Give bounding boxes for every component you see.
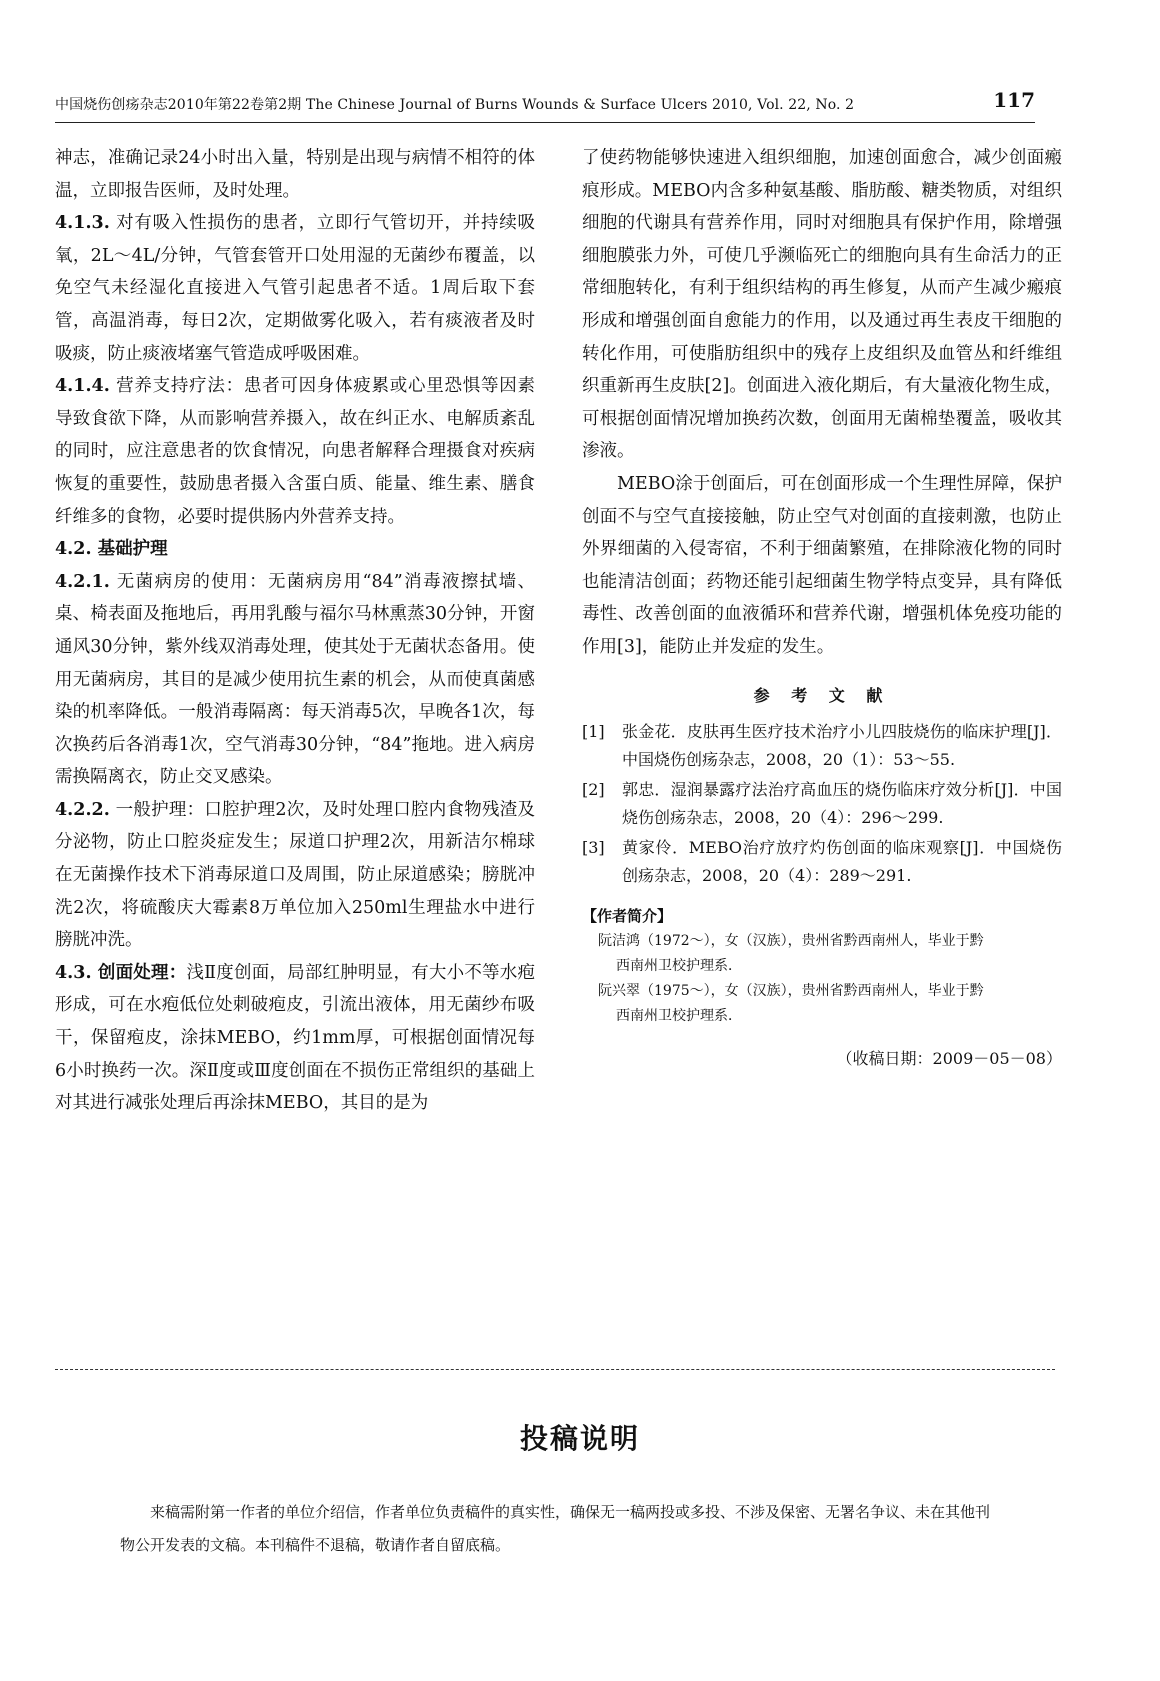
paragraph: MEBO涂于创面后，可在创面形成一个生理性屏障，保护创面不与空气直接接触，防止空气对创面的直接刺激，也防止外界细菌的入侵寄宿，不利于细菌繁殖，在排除液化物的同时也能清洁创面；药物还能引起细菌生物学特点变异，具有降低毒性、改善创面的血液循环和营养代谢，增强机体免疫功能的作用[3]，能防止并发症的发生。: [582, 473, 1062, 657]
notice-text: 来稿需附第一作者的单位介绍信，作者单位负责稿件的真实性，确保无一稿两投或多投、不涉及保密、无署名争议、未在其他刊物公开发表的文稿。本刊稿件不退稿，敬请作者自留底稿。: [120, 1503, 991, 1554]
reference-item: [582, 834, 1062, 890]
references-heading: 参 考 文 献: [753, 685, 891, 705]
paragraph-text: 一般护理：口腔护理2次，及时处理口腔内食物残渣及分泌物，防止口腔炎症发生；尿道口护理2次，用新洁尔棉球在无菌操作技术下消毒尿道口及周围，防止尿道感染；膀胱冲洗2次，将硫酸庆大霉素8万单位加入250ml生理盐水中进行膀胱冲洗。: [55, 799, 535, 951]
reference-item: [582, 718, 1062, 774]
reference-number: [1]: [582, 721, 605, 741]
paragraph: [55, 207, 535, 370]
subsection-number: 4.2.1.: [55, 571, 110, 592]
reference-text: 张金花．皮肤再生医疗技术治疗小儿四肢烧伤的临床护理[J]．中国烧伤创疡杂志，2008，20（1）：53～55.: [622, 721, 1062, 769]
paragraph-text: 无菌病房的使用：无菌病房用“84”消毒液擦拭墙、桌、椅表面及拖地后，再用乳酸与福尔马林熏蒸30分钟，开窗通风30分钟，紫外线双消毒处理，使其处于无菌状态备用。使用无菌病房，其目的是减少使用抗生素的机会，从而使真菌感染的机率降低。一般消毒隔离：每天消毒5次，早晚各1次，每次换药后各消毒1次，空气消毒30分钟，“84”拖地。进入病房需换隔离衣，防止交叉感染。: [55, 571, 535, 788]
running-header: [55, 88, 1035, 123]
paragraph-text: 对有吸入性损伤的患者，立即行气管切开，并持续吸氧，2L～4L/分钟，气管套管开口处用湿的无菌纱布覆盖，以免空气未经湿化直接进入气管引起患者不适。1周后取下套管，高温消毒，每日2次，定期做雾化吸入，若有痰液者及时吸痰，防止痰液堵塞气管造成呼吸困难。: [55, 213, 535, 364]
author-bio-line: 西南州卫校护理系．: [616, 957, 742, 974]
notice-body: [120, 1496, 1000, 1562]
subsection-number: 4.1.4.: [55, 376, 110, 397]
paragraph: [55, 794, 535, 957]
subsection-heading: 4.3. 创面处理：: [55, 962, 187, 983]
reference-item: [582, 776, 1062, 832]
paragraph: [55, 957, 535, 1120]
journal-citation: 中国烧伤创疡杂志2010年第22卷第2期 The Chinese Journal of Burns Wounds & Surface Ulcers 2010, Vol. 22, No. 2: [55, 97, 855, 113]
paragraph-text: 营养支持疗法：患者可因身体疲累或心里恐惧等因素导致食欲下降，从而影响营养摄入，故在纠正水、电解质紊乱的同时，应注意患者的饮食情况，向患者解释合理摄食对疾病恢复的重要性，鼓励患者摄入含蛋白质、能量、维生素、膳食纤维多的食物，必要时提供肠内外营养支持。: [55, 376, 535, 527]
page-number: 117: [993, 88, 1035, 112]
paragraph-text: 浅Ⅱ度创面，局部红肿明显，有大小不等水疱形成，可在水疱低位处刺破疱皮，引流出液体，用无菌纱布吸干，保留疱皮，涂抹MEBO，约1mm厚，可根据创面情况每6小时换药一次。深Ⅱ度或Ⅲ度创面在不损伤正常组织的基础上对其进行减张处理后再涂抹MEBO，其目的是为: [55, 962, 535, 1114]
paragraph: 了使药物能够快速进入组织细胞，加速创面愈合，减少创面瘢痕形成。MEBO内含多种氨基酸、脂肪酸、糖类物质，对组织细胞的代谢具有营养作用，同时对细胞具有保护作用，除增强细胞膜张力外，可使几乎濒临死亡的细胞向具有生命活力的正常细胞转化，有利于组织结构的再生修复，从而产生减少瘢痕形成和增强创面自愈能力的作用，以及通过再生表皮干细胞的转化作用，可使脂肪组织中的残存上皮组织及血管丛和纤维组织重新再生皮肤[2]。创面进入液化期后，有大量液化物生成，可根据创面情况增加换药次数，创面用无菌棉垫覆盖，吸收其渗液。: [582, 148, 1062, 462]
author-bio-line: 西南州卫校护理系．: [616, 1007, 742, 1024]
author-bio-line: 阮洁鸿（1972～），女（汉族），贵州省黔西南州人，毕业于黔: [598, 932, 984, 949]
paragraph: 神志，准确记录24小时出入量，特别是出现与病情不相符的体温，立即报告医师，及时处理。: [55, 148, 535, 201]
reference-text: 黄家伶．MEBO治疗放疗灼伤创面的临床观察[J]．中国烧伤创疡杂志，2008，20（4）：289～291.: [622, 837, 1062, 885]
paragraph: [55, 370, 535, 533]
section-heading: 4.2. 基础护理: [55, 539, 168, 560]
reference-number: [3]: [582, 837, 605, 857]
subsection-number: 4.1.3.: [55, 213, 110, 234]
right-column: [582, 142, 1062, 1075]
subsection-number: 4.2.2.: [55, 799, 110, 820]
paragraph: [55, 566, 535, 794]
author-bio: [582, 904, 1062, 1029]
section-divider: [55, 1369, 1055, 1370]
author-bio-line: 阮兴翠（1975～），女（汉族），贵州省黔西南州人，毕业于黔: [598, 982, 984, 999]
received-date: （收稿日期：2009－05－08）: [836, 1048, 1062, 1068]
reference-text: 郭忠．湿润暴露疗法治疗高血压的烧伤临床疗效分析[J]．中国烧伤创疡杂志，2008，20（4）：296～299.: [622, 779, 1062, 827]
left-column: [55, 142, 535, 1120]
author-bio-heading: 【作者简介】: [582, 906, 673, 925]
reference-number: [2]: [582, 779, 605, 799]
notice-title: 投稿说明: [519, 1422, 640, 1455]
reference-list: [582, 718, 1062, 890]
